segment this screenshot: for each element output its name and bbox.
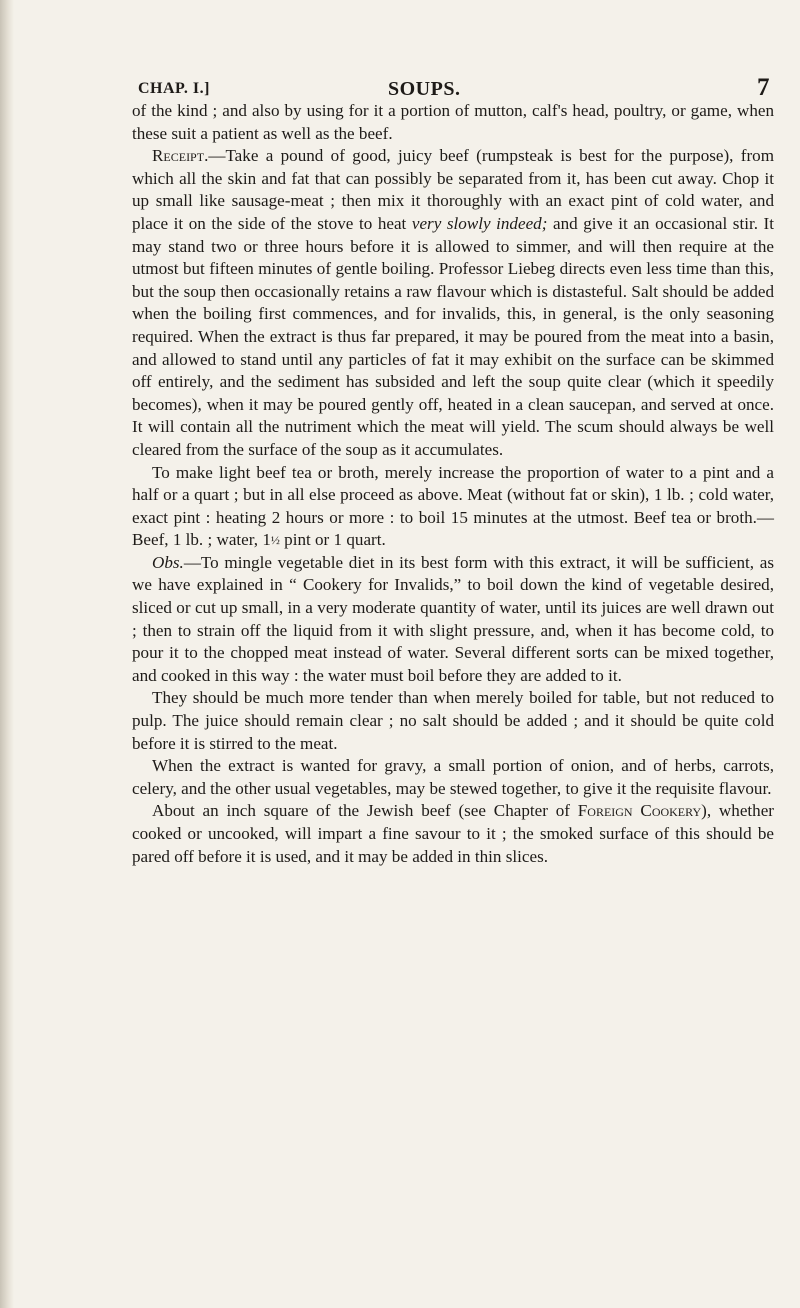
running-title: SOUPS.: [388, 78, 461, 100]
paragraph-continuation: of the kind ; and also by using for it a portion of mutton, calf's head, poultry, or game, when these suit a patient as well as the beef.: [132, 101, 774, 143]
paragraph-jewish-beef: About an inch square of the Jewish beef (see Chapter of Foreign Cookery), whether cooked or uncooked, will impart a fine savour to it ; the smoked surface of this should be pared off before it is used, and it may be added in thin slices.: [132, 801, 774, 866]
paragraph-receipt: Receipt.—Take a pound of good, juicy beef (rumpsteak is best for the purpose), from which all the skin and fat that can possibly be separated from it, has been cut away. Chop it up small like sausage-meat ; then mix it thoroughly with an exact pint of cold water, and place it on the side of the stove to heat very slowly indeed; and give it an occasional stir. It may stand two or three hours before it is allowed to simmer, and will then require at the utmost but fifteen minutes of gentle boiling. Professor Liebeg directs even less time than this, but the soup then occasionally retains a raw flavour which is distasteful. Salt should be added when the boiling first commences, and for invalids, this, in general, is the only seasoning required. When the extract is thus far prepared, it may be poured from the meat into a basin, and allowed to stand until any particles of fat it may exhibit on the surface can be skimmed off entirely, and the sediment has subsided and left the soup quite clear (which it speedily becomes), when it may be poured gently off, heated in a clean saucepan, and served at once. It will contain all the nutriment which the meat will yield. The scum should always be well cleared from the surface of the soup as it accumulates.: [132, 146, 774, 459]
paragraph-gravy: When the extract is wanted for gravy, a small portion of onion, and of herbs, carrots, celery, and the other usual vegetables, may be stewed together, to give it the requisite flavour.: [132, 756, 774, 798]
running-header: [132, 72, 774, 100]
page-number: 7: [757, 74, 770, 101]
paragraph-obs: Obs.—To mingle vegetable diet in its best form with this extract, it will be sufficient, as we have explained in “ Cookery for Invalids,” to boil down the kind of vegetable desired, sliced or cut up small, in a very moderate quantity of water, until its juices are well drawn out ; then to strain off the liquid from it with slight pressure, and, when it has become cold, to pour it to the chopped meat instead of water. Several different sorts can be mixed together, and cooked in this way : the water must boil before they are added to it.: [132, 552, 774, 685]
body-text: [132, 100, 774, 868]
receipt-label: Receipt.: [152, 146, 209, 166]
chapter-label: CHAP. I.]: [138, 80, 210, 97]
paragraph-beef-tea: To make light beef tea or broth, merely increase the proportion of water to a pint and a half or a quart ; but in all else proceed as above. Meat (without fat or skin), 1 lb. ; cold water, exact pint : heating 2 hours or more : to boil 15 minutes at the utmost. Beef tea or broth.—Beef, 1 lb. ; water, 1½ pint or 1 quart.: [132, 462, 774, 550]
paragraph-tender: They should be much more tender than when merely boiled for table, but not reduced to pulp. The juice should remain clear ; no salt should be added ; and it should be quite cold before it is stirred to the meat.: [132, 688, 774, 753]
emphasis-text: very slowly indeed;: [411, 213, 548, 233]
fraction-half: ½: [270, 533, 280, 548]
book-page: [132, 72, 774, 868]
page-binding-shadow: [0, 0, 14, 1308]
chapter-reference: Foreign Cookery: [577, 801, 702, 821]
obs-label: Obs.: [152, 552, 184, 572]
